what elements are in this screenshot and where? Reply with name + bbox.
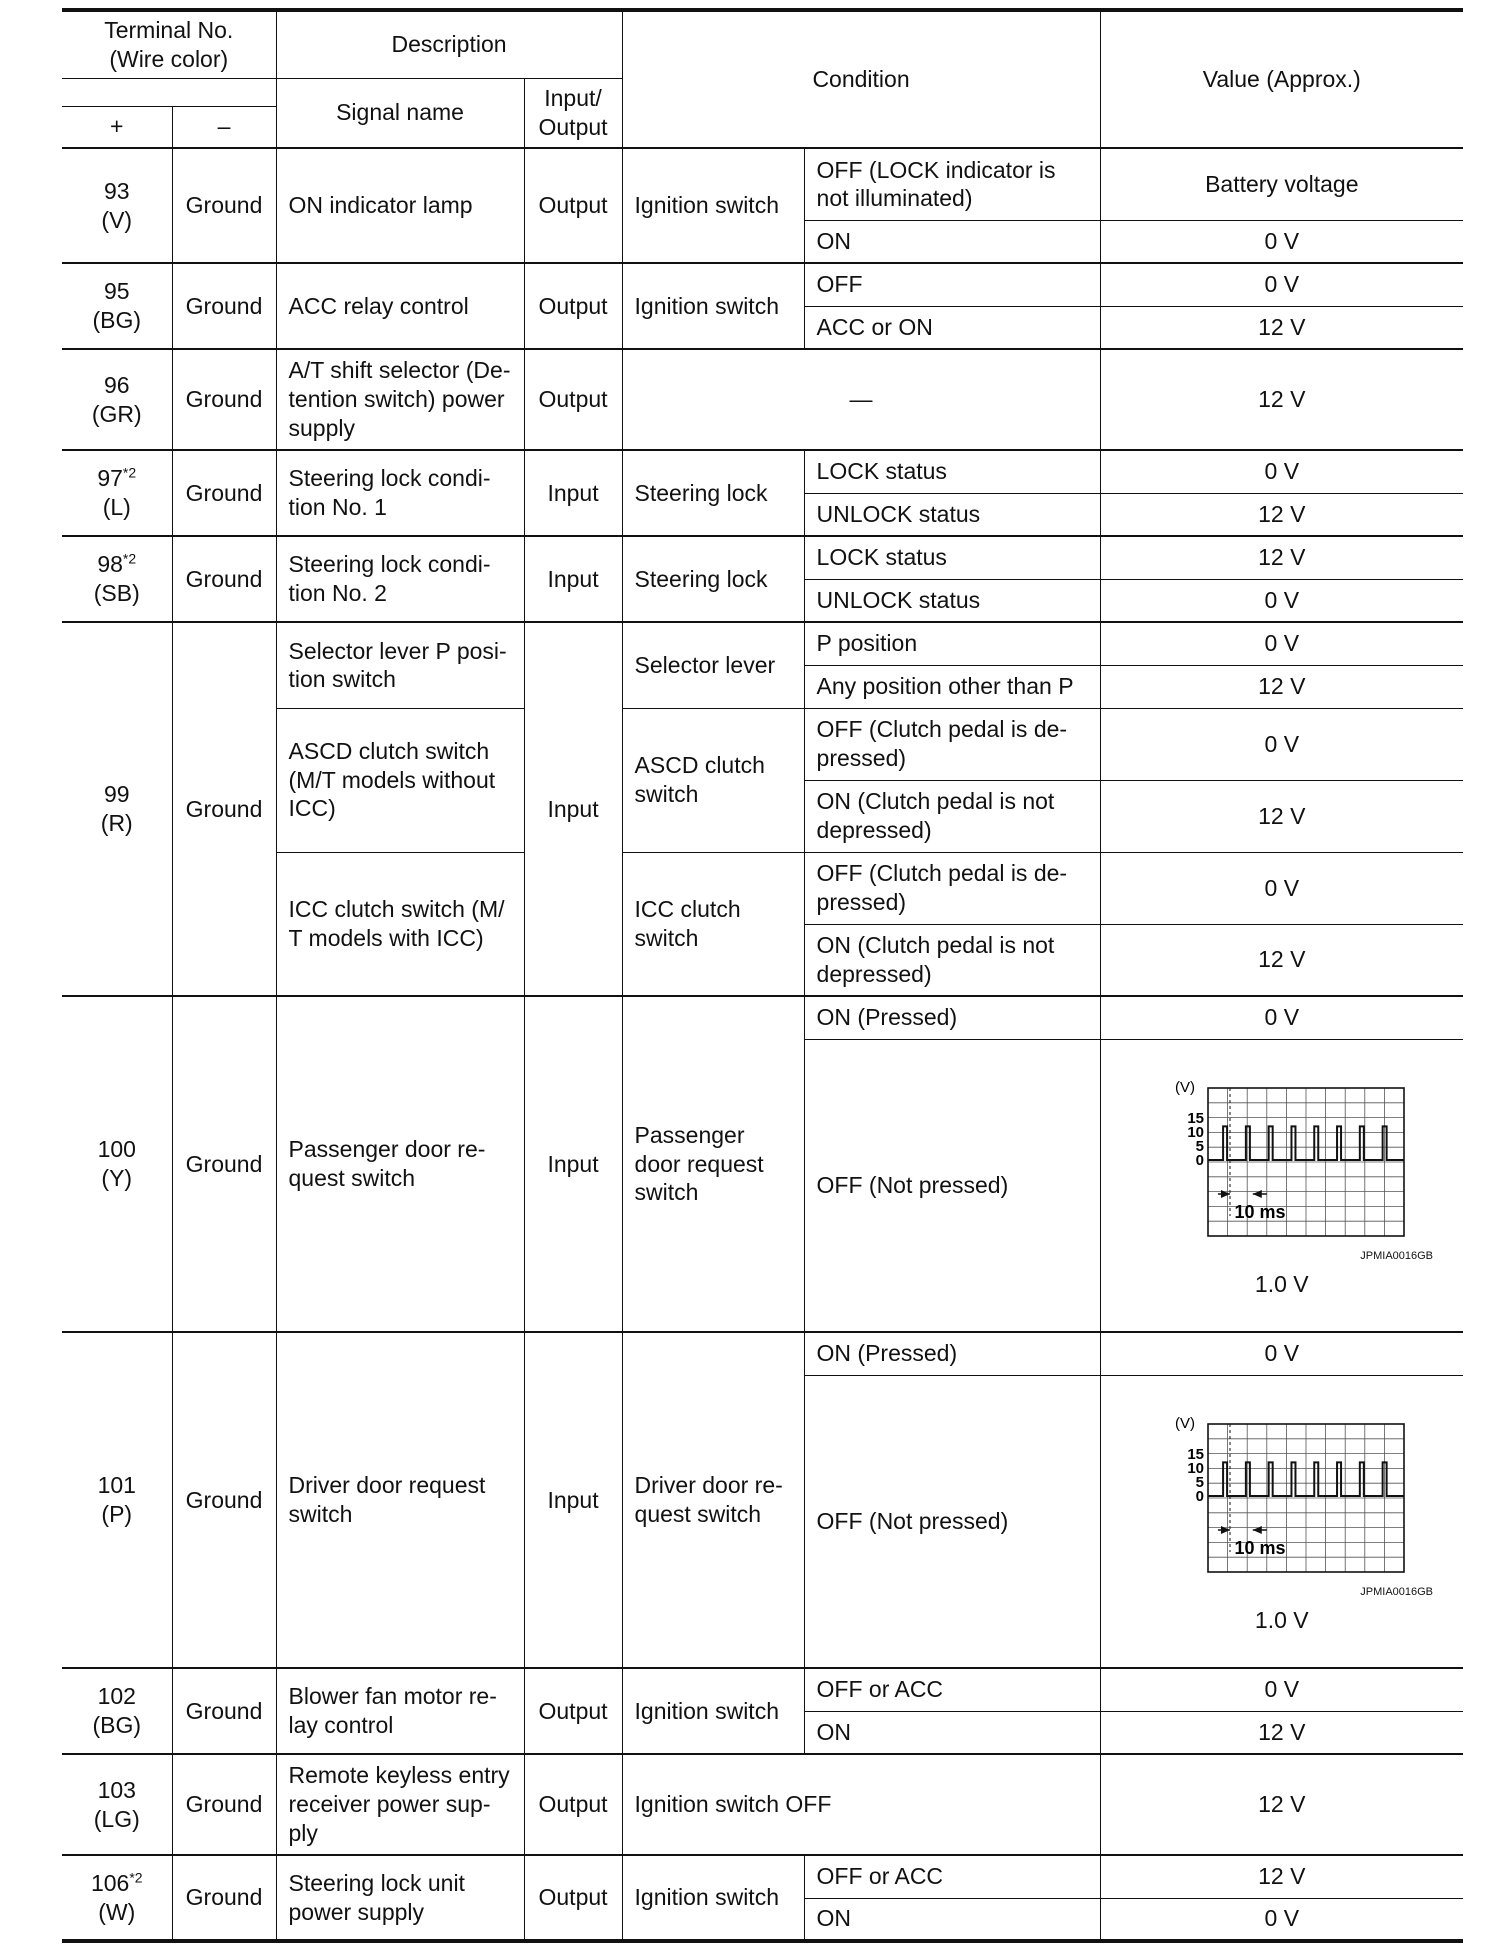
header-io: Input/ Output [524,78,622,148]
header-description: Description [276,10,622,78]
y-unit-label: (V) [1174,1079,1195,1096]
value: 0 V [1100,1898,1463,1941]
value: 12 V [1100,924,1463,996]
minus-terminal: Ground [172,450,276,536]
terminal-100: 100 (Y) [62,996,172,1332]
io-type: Input [524,996,622,1332]
condition: Passenger door request switch [622,996,804,1332]
minus-terminal: Ground [172,148,276,263]
table-row [62,1332,1463,1375]
sub-condition: ON (Clutch pedal is not depressed) [804,780,1100,852]
table-row [62,1668,1463,1711]
value: 12 V [1100,349,1463,450]
condition: Steering lock [622,450,804,536]
waveform-graph [1175,1415,1404,1572]
io-type: Output [524,1668,622,1754]
waveform-cell [1100,1039,1463,1332]
header-signal-name: Signal name [276,78,524,148]
y-tick-label: 10 [1187,1124,1204,1141]
oscilloscope-waveform-image [1172,1072,1412,1252]
terminal-102: 102 (BG) [62,1668,172,1754]
signal-name: Blower fan motor re-lay control [276,1668,524,1754]
value: 0 V [1100,450,1463,493]
value: 12 V [1100,1754,1463,1855]
io-type: Output [524,349,622,450]
condition: ICC clutch switch [622,852,804,996]
signal-name: A/T shift selector (De-tention switch) power supply [276,349,524,450]
value: 0 V [1100,579,1463,622]
io-type: Input [524,450,622,536]
header-terminal: Terminal No. (Wire color) [62,10,276,78]
waveform-cell [1100,1375,1463,1668]
minus-terminal: Ground [172,622,276,996]
time-arrow-icon [1253,1526,1262,1534]
value: 0 V [1100,220,1463,263]
sub-condition: ON [804,1711,1100,1754]
figure-code: JPMIA0016GB [1360,1586,1434,1598]
value: 0 V [1100,1668,1463,1711]
header-minus: – [172,106,276,148]
minus-terminal: Ground [172,1668,276,1754]
sub-condition: ON [804,220,1100,263]
sub-condition: OFF (Clutch pedal is de-pressed) [804,708,1100,780]
minus-terminal: Ground [172,349,276,450]
minus-terminal: Ground [172,1332,276,1668]
value: 0 V [1100,996,1463,1039]
condition: Ignition switch OFF [622,1754,1100,1855]
table-row [62,349,1463,450]
condition: — [622,349,1100,450]
header-value: Value (Approx.) [1100,10,1463,148]
value: 0 V [1100,263,1463,306]
signal-name: Steering lock unit power supply [276,1855,524,1941]
y-tick-label: 10 [1187,1460,1204,1477]
time-arrow-icon [1253,1190,1262,1198]
value: Battery voltage [1100,148,1463,220]
header-condition: Condition [622,10,1100,148]
y-tick-label: 15 [1187,1110,1204,1127]
condition: Driver door re-quest switch [622,1332,804,1668]
terminal-93: 93 (V) [62,148,172,263]
signal-name: Passenger door re-quest switch [276,996,524,1332]
value: 12 V [1100,493,1463,536]
terminal-97: 97$^{*2}$ (L) [62,450,172,536]
time-arrow-icon [1221,1526,1230,1534]
sub-condition: ON (Clutch pedal is not depressed) [804,924,1100,996]
condition: Selector lever [622,622,804,708]
sub-condition: UNLOCK status [804,579,1100,622]
minus-terminal: Ground [172,263,276,349]
value: 12 V [1100,1855,1463,1898]
value: 0 V [1100,622,1463,665]
value: 1.0 V [1254,1606,1309,1633]
sub-condition: LOCK status [804,536,1100,579]
time-arrow-icon [1221,1190,1230,1198]
sub-condition: OFF or ACC [804,1855,1100,1898]
condition: Ignition switch [622,263,804,349]
value: 0 V [1100,852,1463,924]
signal-name: Driver door request switch [276,1332,524,1668]
io-type: Output [524,263,622,349]
terminal-98: 98$^{*2}$ (SB) [62,536,172,622]
terminal-95: 95 (BG) [62,263,172,349]
sub-condition: OFF [804,263,1100,306]
sub-condition: OFF (Clutch pedal is de-pressed) [804,852,1100,924]
sub-condition: ON (Pressed) [804,1332,1100,1375]
value: 12 V [1100,536,1463,579]
terminal-101: 101 (P) [62,1332,172,1668]
signal-name: Remote keyless entry receiver power sup-ply [276,1754,524,1855]
table-row [62,1855,1463,1898]
sub-condition: OFF (Not pressed) [804,1375,1100,1668]
value: 0 V [1100,708,1463,780]
sub-condition: Any position other than P [804,665,1100,708]
sub-condition: OFF (LOCK indicator is not illuminated) [804,148,1100,220]
table-row [62,622,1463,665]
signal-name: Steering lock condi-tion No. 1 [276,450,524,536]
figure-code: JPMIA0016GB [1360,1250,1434,1262]
signal-name: ACC relay control [276,263,524,349]
condition: Ignition switch [622,148,804,263]
y-tick-label: 5 [1195,1138,1204,1155]
sub-condition: OFF or ACC [804,1668,1100,1711]
value: 0 V [1100,1332,1463,1375]
minus-terminal: Ground [172,536,276,622]
y-tick-label: 0 [1195,1488,1204,1505]
condition: Ignition switch [622,1668,804,1754]
terminal-table [62,8,1463,1943]
minus-terminal: Ground [172,996,276,1332]
sub-condition: OFF (Not pressed) [804,1039,1100,1332]
minus-terminal: Ground [172,1754,276,1855]
y-tick-label: 0 [1195,1152,1204,1169]
terminal-103: 103 (LG) [62,1754,172,1855]
table-row [62,263,1463,306]
io-type: Input [524,1332,622,1668]
signal-name: ASCD clutch switch (M/T models without ICC) [276,708,524,852]
sub-condition: P position [804,622,1100,665]
waveform-graph [1175,1079,1404,1236]
value: 1.0 V [1254,1270,1309,1297]
oscilloscope-waveform-image [1172,1408,1412,1588]
time-scale-label: 10 ms [1234,1202,1286,1222]
y-tick-label: 15 [1187,1446,1204,1463]
value: 12 V [1100,665,1463,708]
header-plus: + [62,106,172,148]
io-type: Input [524,536,622,622]
signal-name: Steering lock condi-tion No. 2 [276,536,524,622]
signal-name: Selector lever P posi-tion switch [276,622,524,708]
sub-condition: ACC or ON [804,306,1100,349]
value: 12 V [1100,306,1463,349]
table-row [62,148,1463,220]
sub-condition: ON (Pressed) [804,996,1100,1039]
minus-terminal: Ground [172,1855,276,1941]
value: 12 V [1100,780,1463,852]
terminal-96: 96 (GR) [62,349,172,450]
terminal-99: 99 (R) [62,622,172,996]
condition: Steering lock [622,536,804,622]
io-type: Output [524,1754,622,1855]
sub-condition: UNLOCK status [804,493,1100,536]
sub-condition: ON [804,1898,1100,1941]
condition: Ignition switch [622,1855,804,1941]
y-unit-label: (V) [1174,1415,1195,1432]
table-row [62,1754,1463,1855]
io-type: Input [524,622,622,996]
table-row [62,450,1463,493]
terminal-106: 106$^{*2}$ (W) [62,1855,172,1941]
sub-condition: LOCK status [804,450,1100,493]
io-type: Output [524,1855,622,1941]
condition: ASCD clutch switch [622,708,804,852]
signal-name: ICC clutch switch (M/ T models with ICC) [276,852,524,996]
value: 12 V [1100,1711,1463,1754]
table-row [62,536,1463,579]
signal-name: ON indicator lamp [276,148,524,263]
table-row [62,996,1463,1039]
io-type: Output [524,148,622,263]
time-scale-label: 10 ms [1234,1538,1286,1558]
y-tick-label: 5 [1195,1474,1204,1491]
